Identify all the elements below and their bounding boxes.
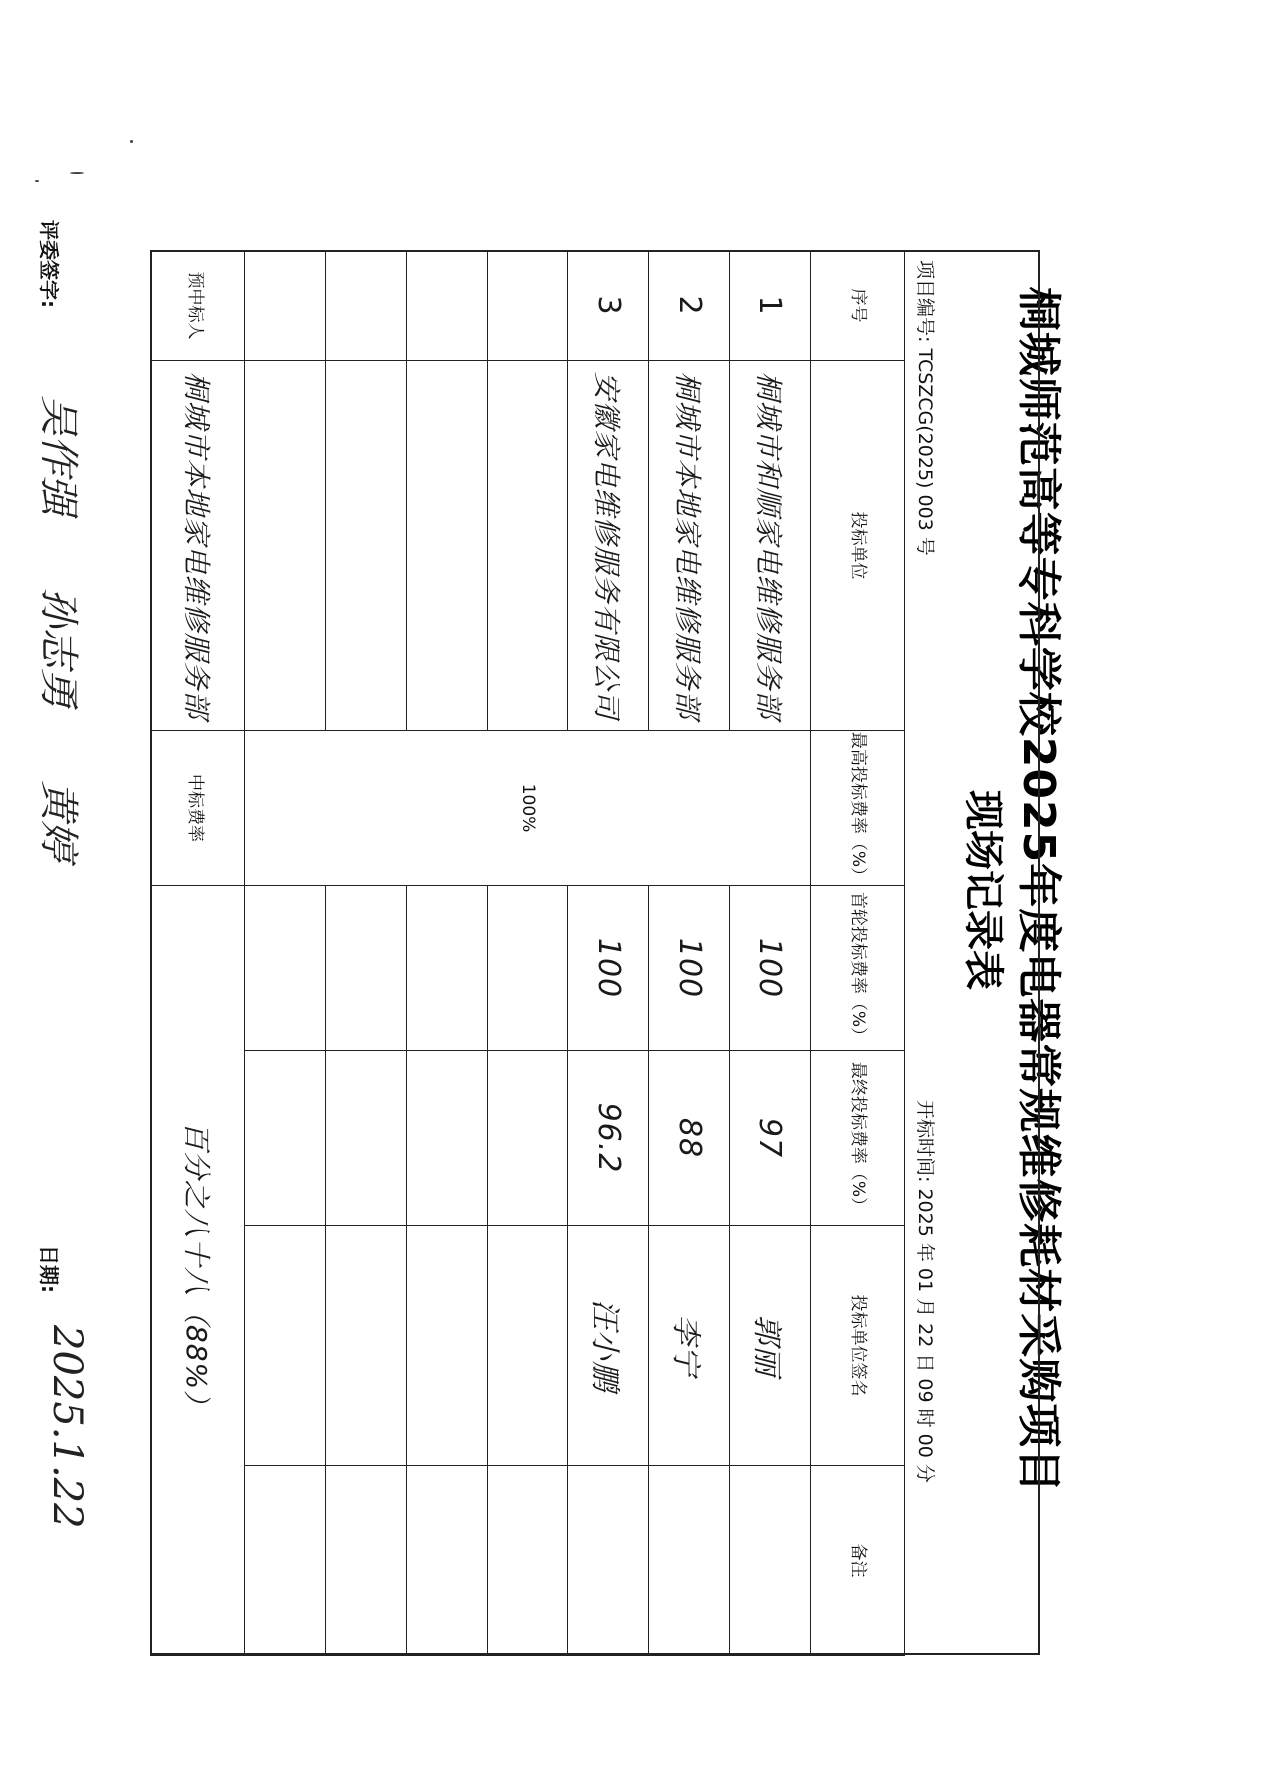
empty-cell [326, 361, 407, 731]
empty-cell [487, 251, 568, 361]
row-1-first-rate: 100 [729, 886, 810, 1051]
date-value: 2025.1.22 [44, 1325, 90, 1529]
header-seq: 序号 [810, 251, 904, 361]
project-number-label: 项目编号: [914, 260, 936, 343]
judge-signature-2: 孙志勇 [35, 587, 81, 708]
row-3-signature: 汪小鹏 [568, 1226, 649, 1466]
row-3-first-rate: 100 [568, 886, 649, 1051]
table-row [326, 251, 407, 1656]
row-1-signature: 郭丽 [729, 1226, 810, 1466]
empty-cell [406, 1051, 487, 1226]
row-2-first-rate: 100 [649, 886, 730, 1051]
table-row [406, 251, 487, 1656]
empty-cell [245, 361, 326, 731]
row-3-remark [568, 1466, 649, 1656]
table-row [487, 251, 568, 1656]
open-time-value: 2025 年 01 月 22 日 09 时 00 分 [914, 1188, 936, 1483]
header-bidder: 投标单位 [810, 361, 904, 731]
table-row [245, 251, 326, 1656]
row-1-bidder: 桐城市和顺家电维修服务部 [729, 361, 810, 731]
empty-cell [406, 251, 487, 361]
row-3-seq: 3 [568, 251, 649, 361]
table-row [729, 251, 810, 1656]
empty-cell [245, 1226, 326, 1466]
row-1-seq: 1 [729, 251, 810, 361]
empty-cell [487, 1466, 568, 1656]
row-3-final-rate: 96.2 [568, 1051, 649, 1226]
empty-cell [245, 886, 326, 1051]
header-max-rate: 最高投标费率（%） [810, 731, 904, 886]
winner-label: 预中标人 [151, 251, 245, 361]
empty-cell [245, 251, 326, 361]
empty-cell [406, 1466, 487, 1656]
empty-cell [326, 886, 407, 1051]
empty-cell [326, 1226, 407, 1466]
empty-cell [487, 361, 568, 731]
scan-speck [35, 180, 39, 182]
header-remark: 备注 [810, 1466, 904, 1656]
max-rate-cell: 100% [245, 731, 810, 886]
row-2-remark [649, 1466, 730, 1656]
header-final-rate: 最终投标费率（%） [810, 1051, 904, 1226]
document-title: 桐城师范高等专科学校2025年度电器常规维修耗材采购项目 [1013, 286, 1064, 1494]
row-2-bidder: 桐城市本地家电维修服务部 [649, 361, 730, 731]
empty-cell [326, 251, 407, 361]
empty-cell [245, 1051, 326, 1226]
empty-cell [406, 361, 487, 731]
winner-name: 桐城市本地家电维修服务部 [151, 361, 245, 731]
header-first-rate: 首轮投标费率（%） [810, 886, 904, 1051]
empty-cell [406, 886, 487, 1051]
judge-signature-3: 黄婷 [35, 780, 81, 861]
header-row [810, 251, 904, 1656]
document-subtitle: 现场记录表 [960, 790, 1006, 990]
date-label: 日期: [37, 1245, 61, 1293]
row-3-bidder: 安徽家电维修服务有限公司 [568, 361, 649, 731]
project-number-value: TCSZCG(2025) 003 号 [914, 348, 936, 556]
judges-label: 评委签字: [37, 220, 61, 308]
row-2-signature: 李宁 [649, 1226, 730, 1466]
winner-row [151, 251, 245, 1656]
judge-signature-1: 吴作强 [35, 395, 81, 515]
project-number [913, 260, 940, 556]
record-table [150, 250, 905, 1656]
row-1-remark [729, 1466, 810, 1656]
header-signature: 投标单位签名 [810, 1226, 904, 1466]
row-2-final-rate: 88 [649, 1051, 730, 1226]
scan-speck [130, 140, 133, 143]
winning-rate-label: 中标费率 [151, 731, 245, 886]
judge-signatures [33, 395, 90, 920]
empty-cell [487, 1226, 568, 1466]
winning-rate-value: 百分之八十八（88%） [151, 886, 245, 1656]
row-2-seq: 2 [649, 251, 730, 361]
open-time [913, 1100, 940, 1483]
empty-cell [487, 1051, 568, 1226]
row-1-final-rate: 97 [729, 1051, 810, 1226]
empty-cell [245, 1466, 326, 1656]
record-sheet [0, 25, 1215, 1755]
empty-cell [487, 886, 568, 1051]
table-row [568, 251, 649, 1656]
open-time-label: 开标时间: [914, 1100, 936, 1183]
empty-cell [326, 1051, 407, 1226]
table-row [649, 251, 730, 1656]
empty-cell [406, 1226, 487, 1466]
scan-speck [70, 172, 84, 174]
empty-cell [326, 1466, 407, 1656]
